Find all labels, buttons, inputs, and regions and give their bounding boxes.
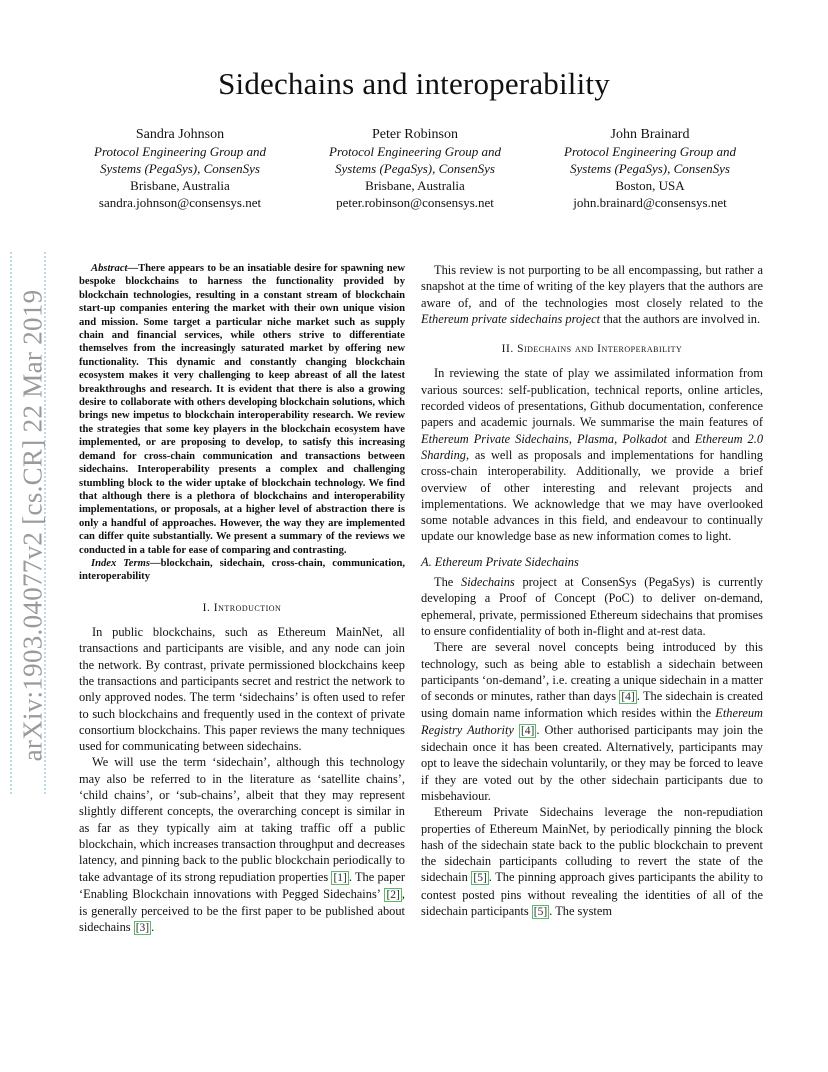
author-location: Boston, USA	[615, 178, 685, 193]
index-terms-text: —blockchain, sidechain, cross-chain, communication, interoperability	[79, 557, 405, 583]
arxiv-id: arXiv:1903.04077v2 [cs.CR] 22 Mar 2019	[17, 289, 48, 761]
text-run-italic: Polkadot	[622, 431, 667, 446]
review-scope-paragraph	[421, 262, 763, 327]
text-run-italic: Ethereum 2.0 Sharding	[421, 431, 764, 462]
section-heading-introduction: I. Introduction	[202, 601, 282, 614]
abstract-lead: Abstract	[91, 263, 128, 274]
subsection-heading-private-sidechains: A. Ethereum Private Sidechains	[421, 554, 579, 569]
author-email: peter.robinson@consensys.net	[336, 195, 494, 210]
right-column	[421, 262, 763, 920]
text-run: . The sidechain is created using domain name information which resides within the	[421, 689, 763, 721]
citation-link[interactable]: [1]	[333, 871, 347, 884]
text-run-italic: Sidechains	[461, 575, 515, 590]
section2-paragraph-1	[421, 365, 763, 544]
author-affiliation: Systems (PegaSys), ConsenSys	[100, 161, 260, 176]
text-run: . The paper ‘Enabling Blockchain innovations with Pegged Sidechains’	[79, 869, 405, 901]
author-block	[70, 126, 760, 211]
text-run: In reviewing the state of play we assimilated information from various sources: self-publication, technical reports, online articles, recorded videos of presentations, Github documentation, conference papers and academic journals. We summarise the main features of	[421, 366, 763, 430]
author-1	[70, 126, 290, 211]
intro-paragraph-2	[79, 754, 405, 936]
text-run: This review is not purporting to be all encompassing, but rather a snapshot at the time of writing of the key players that the authors are aware of, and of the technologies most closely related to the	[421, 263, 763, 310]
citation-link[interactable]: [2]	[386, 888, 400, 901]
author-affiliation: Protocol Engineering Group and	[94, 144, 266, 159]
text-run: ,	[568, 431, 577, 446]
text-run: Ethereum Private Sidechains leverage the non-repudiation properties of Ethereum MainNet, by periodically pinning the block hash of the sidechain state back to the public blockchain to prevent the sidechain participants colluding to revert the state of the sidechain	[421, 805, 763, 885]
index-terms-lead: Index Terms	[91, 557, 150, 569]
section-heading-sidechains: II. Sidechains and Interoperability	[501, 343, 683, 356]
author-name: Sandra Johnson	[135, 127, 225, 142]
author-3	[540, 126, 760, 211]
author-affiliation: Systems (PegaSys), ConsenSys	[570, 161, 730, 176]
text-run: , is generally perceived to be the first paper to be published about sidechains	[79, 886, 405, 935]
subsection-a-paragraph-2	[421, 639, 763, 804]
text-run: . The pinning approach gives participants the ability to contest posted pins without revealing the identities of all of the sidechain participants	[421, 870, 763, 918]
intro-paragraph-1: In public blockchains, such as Ethereum MainNet, all transactions and participants are visible, and any node can join the network. By contrast, private permissioned blockchains keep the transactions and participants secret and restrict the network to only approved nodes. The term ‘sidechains’ is often used to refer to such blockchains and frequently used in the context of private consortium blockchains. This paper reviews the many techniques used for communicating between sidechains.	[79, 625, 405, 754]
text-run-italic: Plasma	[576, 431, 615, 446]
subsection-a-paragraph-1	[421, 574, 763, 639]
text-run: that the authors are involved in.	[600, 311, 761, 326]
text-run: The	[434, 575, 462, 590]
text-run: project at ConsenSys (PegaSys) is currently developing a Proof of Concept (PoC) to deliver on-demand, ephemeral, private, permissioned Ethereum sidechains that promises to ensure confidentiality of both in-flight and at-rest data.	[421, 575, 763, 638]
citation-link[interactable]: [4]	[520, 724, 535, 737]
author-affiliation: Systems (PegaSys), ConsenSys	[335, 161, 495, 176]
author-affiliation: Protocol Engineering Group and	[329, 144, 501, 159]
citation-link[interactable]: [5]	[533, 905, 548, 918]
citation-link[interactable]: [4]	[621, 691, 635, 704]
subsection-a-paragraph-3	[421, 804, 763, 920]
text-run: ,	[614, 431, 623, 446]
left-column	[79, 262, 405, 937]
paper-title: Sidechains and interoperability	[218, 66, 610, 101]
text-run: .	[151, 920, 155, 935]
citation-link[interactable]: [5]	[473, 872, 487, 885]
abstract	[79, 262, 405, 557]
index-terms	[79, 557, 405, 584]
author-affiliation: Protocol Engineering Group and	[564, 144, 736, 159]
author-name: John Brainard	[610, 127, 690, 142]
author-2	[305, 126, 525, 211]
text-run-italic: Ethereum private sidechains project	[421, 311, 601, 326]
text-run: There are several novel concepts being introduced by this technology, such as being able to establish a sidechain between participants ‘on-demand’, i.e. creating a unique sidechain in a matter of seconds or minutes, rather than days	[421, 640, 763, 704]
text-run-italic: Ethereum Registry Authority	[421, 706, 763, 737]
author-email: sandra.johnson@consensys.net	[98, 195, 262, 210]
text-run-italic: Ethereum Private Sidechains	[421, 431, 569, 446]
text-run: and	[666, 431, 695, 446]
author-location: Brisbane, Australia	[130, 178, 230, 193]
author-email: john.brainard@consensys.net	[573, 195, 727, 210]
abstract-text: —There appears to be an insatiable desire for spawning new bespoke blockchains to harness the functionality provided by blockchain technologies, resulting in a constant stream of blockchain start-up companies entering the market with their own unique vision and mission. Some target a particular niche market such as supply chain and financial services, while others strive to differentiate themselves from the increasingly saturated market by offering new functionality. This dynamic and constantly changing blockchain ecosystem makes it very challenging to keep abreast of all the latest breakthroughs and research. It is evident that there is also a growing desire to collaborate with others developing blockchain solutions, which brings new impetus to blockchain interoperability research. We review the strategies that some key players in the blockchain ecosystem have implemented, or are proposing to develop, to satisfy this increasing demand for cross-chain communication and transactions between sidechains. Interoperability presents a complex and challenging stumbling block to the wider uptake of blockchain technology. We find that although there is a plethora of blockchains and interoperability implementations, or proposals, at a higher level of abstraction there is only a handful of approaches. However, the way they are implemented can differ quite substantially. We present a summary of the reviews we conducted in a table for ease of comparing and contrasting.	[79, 263, 405, 556]
text-run: . Other authorised participants may join the sidechain once it has been created. Alternatively, participants may opt to leave the sidechain voluntarily, or they may be forced to leave if they are voted out by the other sidechain participants due to misbehaviour.	[421, 722, 763, 803]
arxiv-stamp	[18, 255, 48, 795]
text-run: We will use the term ‘sidechain’, although this technology may also be referred to in the literature as ‘satellite chains’, ‘child chains’, or ‘sub-chains’, albeit that they may represent slightly different concepts, the overarching concept is similar in as far as they typically aim at taking traffic off a public blockchain, which increases transaction throughput and decreases latency, and pinning back to the public blockchain periodically to take advantage of its strong repudiation properties	[79, 755, 405, 884]
text-run: , as well as proposals and implementations for handling cross-chain interoperability. Additionally, we provide a brief overview of other interesting and relevant projects and implementations. We acknowledge that we may have overlooked some notable advances in this field, and endeavour to continually update our knowledge base as new information comes to light.	[421, 447, 763, 544]
text-run: . The system	[549, 903, 612, 918]
citation-link[interactable]: [3]	[135, 922, 150, 935]
author-name: Peter Robinson	[372, 127, 458, 142]
author-location: Brisbane, Australia	[365, 178, 465, 193]
